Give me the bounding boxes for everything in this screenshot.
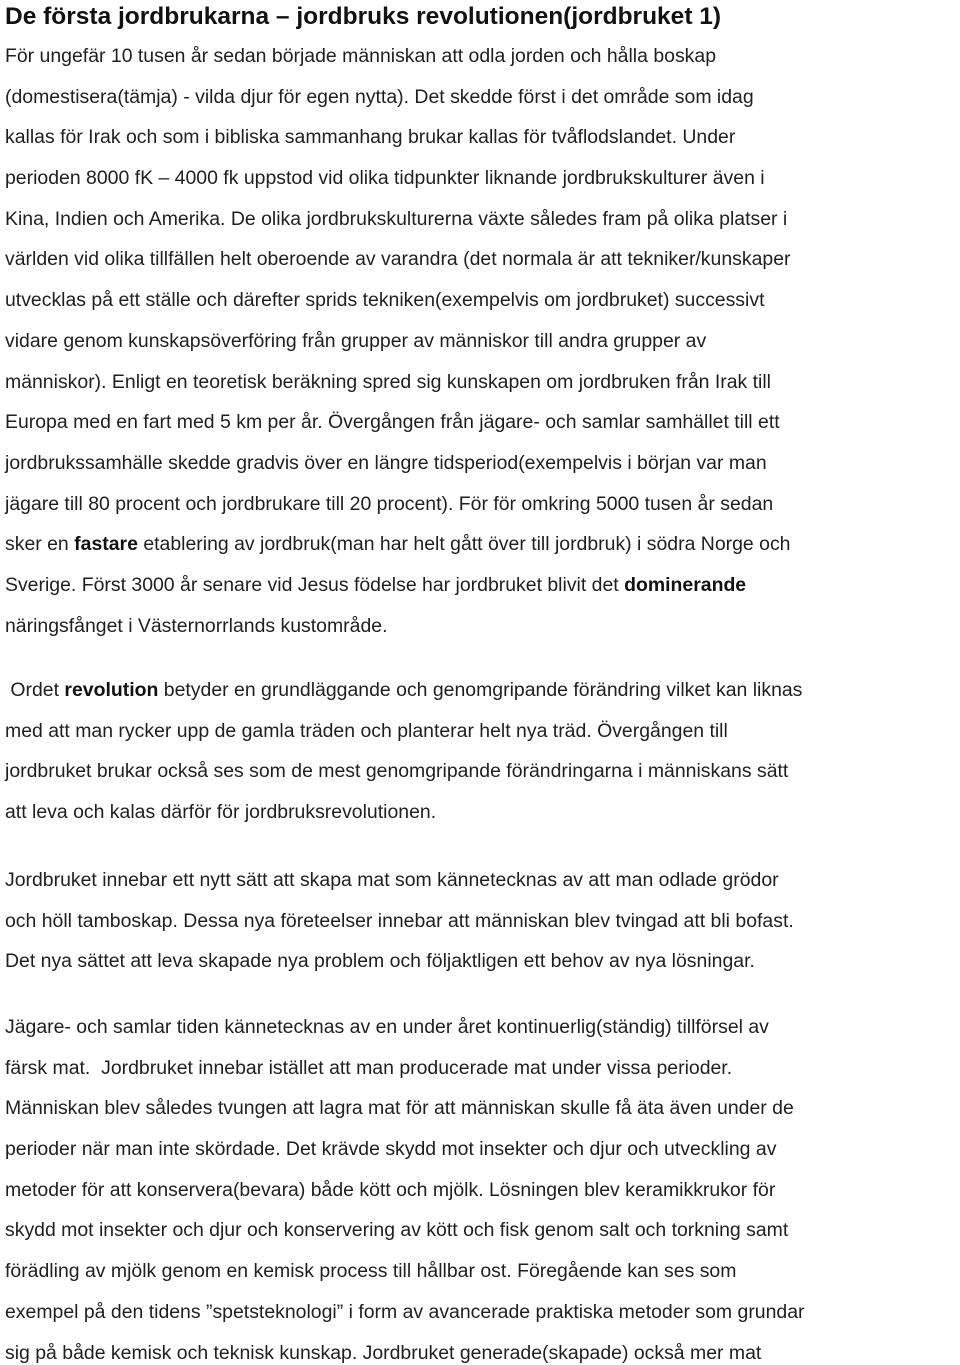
- text-line: att leva och kalas därför för jordbruksrevolutionen.: [5, 801, 437, 824]
- text-line: med att man rycker upp de gamla träden och planterar helt nya träd. Övergången till: [5, 719, 728, 742]
- bold-term-revolution: revolution: [64, 679, 159, 701]
- bold-term-fastare: fastare: [74, 533, 138, 556]
- text-line: utvecklas på ett ställe och därefter sprids tekniken(exempelvis om jordbruket) successivt: [5, 289, 765, 312]
- text-line: näringsfånget i Västernorrlands kustområde.: [5, 614, 388, 637]
- text-line: [5, 524, 960, 565]
- text-line: Jordbruket innebar ett nytt sätt att skapa mat som kännetecknas av att man odlade grödor: [5, 869, 779, 891]
- paragraph-revolution: [5, 670, 960, 833]
- text-line: Kina, Indien och Amerika. De olika jordbrukskulturerna växte således fram på olika platser i: [5, 207, 788, 230]
- paragraph-new-way: [5, 860, 960, 982]
- text-line: förädling av mjölk genom en kemisk process till hållbar ost. Föregående kan ses som: [5, 1260, 737, 1283]
- text-line: För ungefär 10 tusen år sedan började människan att odla jorden och hålla boskap: [5, 45, 717, 67]
- text-line: färsk mat. Jordbruket innebar istället att man producerade mat under vissa perioder.: [5, 1056, 733, 1079]
- text-line: skydd mot insekter och djur och konservering av kött och fisk genom salt och torkning samt: [5, 1219, 789, 1242]
- page-title: De första jordbrukarna – jordbruks revolutionen(jordbruket 1): [5, 3, 722, 30]
- text-line: jägare till 80 procent och jordbrukare till 20 procent). För för omkring 5000 tusen år sedan: [5, 492, 774, 515]
- bold-term-dominerande: dominerande: [624, 573, 747, 596]
- text-line: perioder när man inte skördade. Det krävde skydd mot insekter och djur och utveckling av: [5, 1138, 777, 1161]
- text-segment: Ordet: [5, 679, 65, 701]
- text-segment: betyder en grundläggande och genomgripande förändring vilket kan liknas: [158, 679, 803, 701]
- text-line: Människan blev således tvungen att lagra mat för att människan skulle få äta även under de: [5, 1097, 794, 1120]
- text-line: kallas för Irak och som i bibliska sammanhang brukar kallas för tvåflodslandet. Under: [5, 126, 736, 149]
- text-line: Europa med en fart med 5 km per år. Övergången från jägare- och samlar samhället till ett: [5, 411, 780, 434]
- text-line: exempel på den tidens ”spetsteknologi” i form av avancerade praktiska metoder som grundar: [5, 1300, 805, 1323]
- text-line: (domestisera(tämja) - vilda djur för egen nytta). Det skedde först i det område som idag: [5, 85, 754, 108]
- text-line: metoder för att konservera(bevara) både kött och mjölk. Lösningen blev keramikkrukor för: [5, 1178, 776, 1201]
- text-line: [5, 670, 960, 711]
- text-line: perioden 8000 fK – 4000 fk uppstod vid olika tidpunkter liknande jordbrukskulturer även i: [5, 167, 765, 190]
- text-line: vidare genom kunskapsöverföring från grupper av människor till andra grupper av: [5, 329, 707, 352]
- text-line: jordbrukssamhälle skedde gradvis över en längre tidsperiod(exempelvis i början var man: [5, 451, 767, 474]
- text-segment: Sverige. Först 3000 år senare vid Jesus födelse har jordbruket blivit det: [5, 573, 625, 596]
- text-segment: sker en: [5, 533, 75, 556]
- text-line: jordbruket brukar också ses som de mest genomgripande förändringarna i människans sätt: [5, 760, 789, 783]
- text-line: sig på både kemisk och teknisk kunskap. Jordbruket generade(skapade) också mer mat: [5, 1341, 762, 1364]
- text-line: människor). Enligt en teoretisk beräkning spred sig kunskapen om jordbruken från Irak till: [5, 370, 771, 393]
- text-line: [5, 565, 960, 606]
- paragraph-food-storage: [5, 1007, 960, 1365]
- text-line: och höll tamboskap. Dessa nya företeelser innebar att människan blev tvingad att bli bofast.: [5, 909, 794, 932]
- paragraph-origins: [5, 36, 960, 646]
- text-line: Det nya sättet att leva skapade nya problem och följaktligen ett behov av nya lösningar.: [5, 950, 755, 973]
- text-line: världen vid olika tillfällen helt oberoende av varandra (det normala är att tekniker/kunskaper: [5, 248, 791, 271]
- text-segment: etablering av jordbruk(man har helt gått över till jordbruk) i södra Norge och: [137, 533, 791, 556]
- text-line: Jägare- och samlar tiden kännetecknas av en under året kontinuerlig(ständig) tillförsel av: [5, 1016, 769, 1038]
